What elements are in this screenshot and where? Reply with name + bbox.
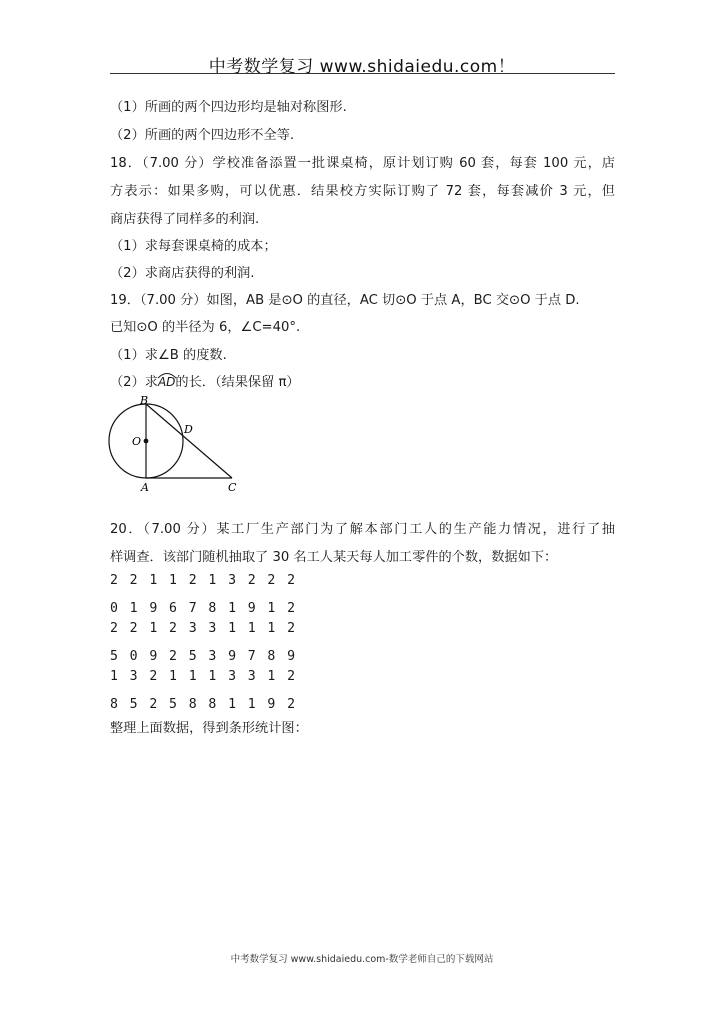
- q19-geometry-figure: [104, 392, 244, 494]
- data-row-1: 2 2 1 1 2 1 3 2 2 2: [110, 573, 297, 588]
- q19-subquestion-2: [110, 371, 300, 390]
- arc-ad-label: [158, 375, 175, 390]
- label-o: O: [132, 435, 142, 448]
- q20-text-line-3: 整理上面数据，得到条形统计图：: [110, 721, 308, 736]
- q20-text-line-2: 样调查．该部门随机抽取了 30 名工人某天每人加工零件的个数，数据如下：: [110, 550, 558, 565]
- data-row-3: 2 2 1 2 3 3 1 1 1 2: [110, 621, 297, 636]
- q19-subquestion-2-suffix: 的长．（结果保留 π）: [175, 375, 300, 390]
- q17-condition-1: （1）所画的两个四边形均是轴对称图形.: [110, 100, 347, 115]
- label-b: B: [140, 394, 149, 407]
- q18-subquestion-2: （2）求商店获得的利润.: [110, 266, 255, 281]
- q19-subquestion-1: （1）求∠B 的度数.: [110, 348, 227, 363]
- data-row-5: 1 3 2 1 1 1 3 3 1 2: [110, 669, 297, 684]
- segment-bc: [146, 404, 232, 478]
- data-row-4: 5 0 9 2 5 3 9 7 8 9: [110, 649, 297, 664]
- label-c: C: [228, 481, 237, 494]
- data-row-2: 0 1 9 6 7 8 1 9 1 2: [110, 601, 297, 616]
- arc-ad-text: AD: [157, 375, 176, 389]
- q19-text-line-2: 已知⊙O 的半径为 6，∠C=40°.: [110, 320, 301, 335]
- q18-text-line-3: 商店获得了同样多的利润.: [110, 212, 260, 227]
- q18-text-line-2: 方表示：如果多购，可以优惠．结果校方实际订购了 72 套，每套减价 3 元，但: [110, 184, 615, 199]
- q19-text-line-1: 19．（7.00 分）如图，AB 是⊙O 的直径，AC 切⊙O 于点 A，BC 交⊙O 于点 D.: [110, 293, 580, 308]
- q18-subquestion-1: （1）求每套课桌椅的成本；: [110, 239, 277, 254]
- label-d: D: [184, 423, 193, 436]
- q18-text-line-1: 18．（7.00 分）学校准备添置一批课桌椅，原计划订购 60 套，每套 100 元，店: [110, 156, 615, 171]
- header-divider: [110, 73, 615, 74]
- q20-text-line-1: 20．（7.00 分）某工厂生产部门为了解本部门工人的生产能力情况，进行了抽: [110, 522, 615, 537]
- q17-condition-2: （2）所画的两个四边形不全等.: [110, 128, 295, 143]
- q19-subquestion-2-prefix: （2）求: [110, 375, 158, 390]
- page-footer: 中考数学复习 www.shidaiedu.com-数学老师自己的下载网站: [230, 954, 494, 965]
- label-a: A: [141, 481, 149, 494]
- data-row-6: 8 5 2 5 8 8 1 1 9 2: [110, 697, 297, 712]
- arc-mark-icon: [157, 371, 177, 379]
- center-point-o: [144, 439, 149, 444]
- page-header-title: 中考数学复习 www.shidaiedu.com！: [208, 57, 516, 77]
